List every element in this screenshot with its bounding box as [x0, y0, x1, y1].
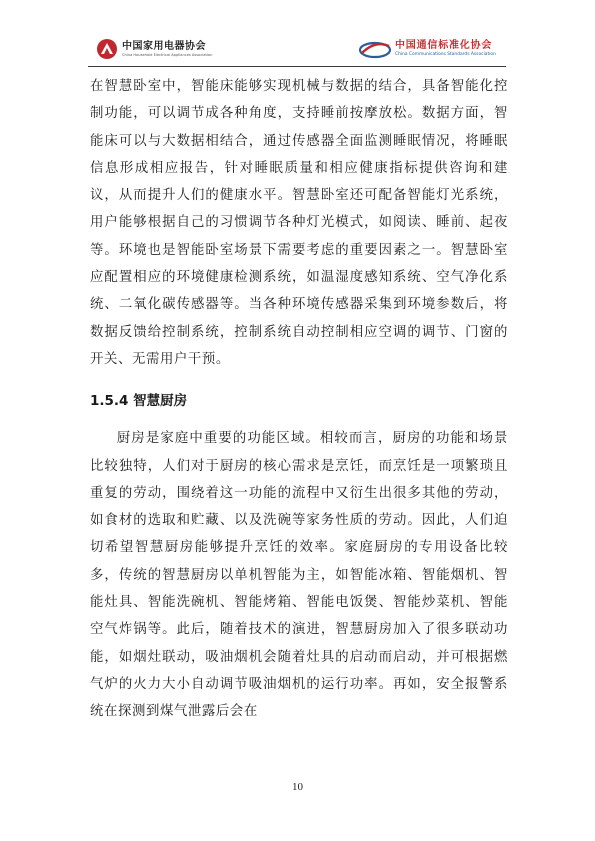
page-number: 10 [292, 781, 303, 793]
page-body [90, 73, 508, 726]
left-logo-name-cn: 中国家用电器协会 [122, 40, 206, 52]
cheaa-logo-icon [96, 38, 118, 60]
page-header [0, 0, 595, 72]
section-heading: 1.5.4 智慧厨房 [90, 393, 188, 410]
right-logo-name-cn: 中国通信标准化协会 [395, 40, 493, 51]
ccsa-logo-icon [358, 38, 392, 60]
header-divider [88, 66, 506, 67]
right-logo-name-en: China Communications Standards Association [395, 52, 496, 57]
body-paragraph-bedroom: 在智慧卧室中，智能床能够实现机械与数据的结合，具备智能化控制功能，可以调节成各种角度，支持睡前按摩放松。数据方面，智能床可以与大数据相结合，通过传感器全面监测睡眠情况，将睡眠信息形成相应报告，针对睡眠质量和相应健康指标提供咨询和建议，从而提升人们的健康水平。智慧卧室还可配备智能灯光系统，用户能够根据自己的习惯调节各种灯光模式，如阅读、睡前、起夜等。环境也是智能卧室场景下需要考虑的重要因素之一。智慧卧室应配置相应的环境健康检测系统，如温湿度感知系统、空气净化系统、二氧化碳传感器等。当各种环境传感器采集到环境参数后，将数据反馈给控制系统，控制系统自动控制相应空调的调节、门窗的开关、无需用户干预。 [90, 79, 508, 367]
left-logo-name-en: China Household Electrical Appliances Association [122, 52, 213, 57]
body-paragraph-kitchen: 厨房是家庭中重要的功能区域。相较而言，厨房的功能和场景比较独特，人们对于厨房的核心需求是烹饪，而烹饪是一项繁琐且重复的劳动，围绕着这一功能的流程中又衍生出很多其他的劳动，如食材的选取和贮藏、以及洗碗等家务性质的劳动。因此，人们迫切希望智慧厨房能够提升烹饪的效率。家庭厨房的专用设备比较多，传统的智慧厨房以单机智能为主，如智能冰箱、智能烟机、智能灶具、智能洗碗机、智能烤箱、智能电饭煲、智能炒菜机、智能空气炸锅等。此后，随着技术的演进，智慧厨房加入了很多联动功能，如烟灶联动，吸油烟机会随着灶具的启动而启动，并可根据燃气炉的火力大小自动调节吸油烟机的运行功率。再如，安全报警系统在探测到煤气泄露后会在 [90, 431, 508, 720]
ccsa-logo [358, 38, 496, 60]
cheaa-logo [96, 38, 212, 60]
